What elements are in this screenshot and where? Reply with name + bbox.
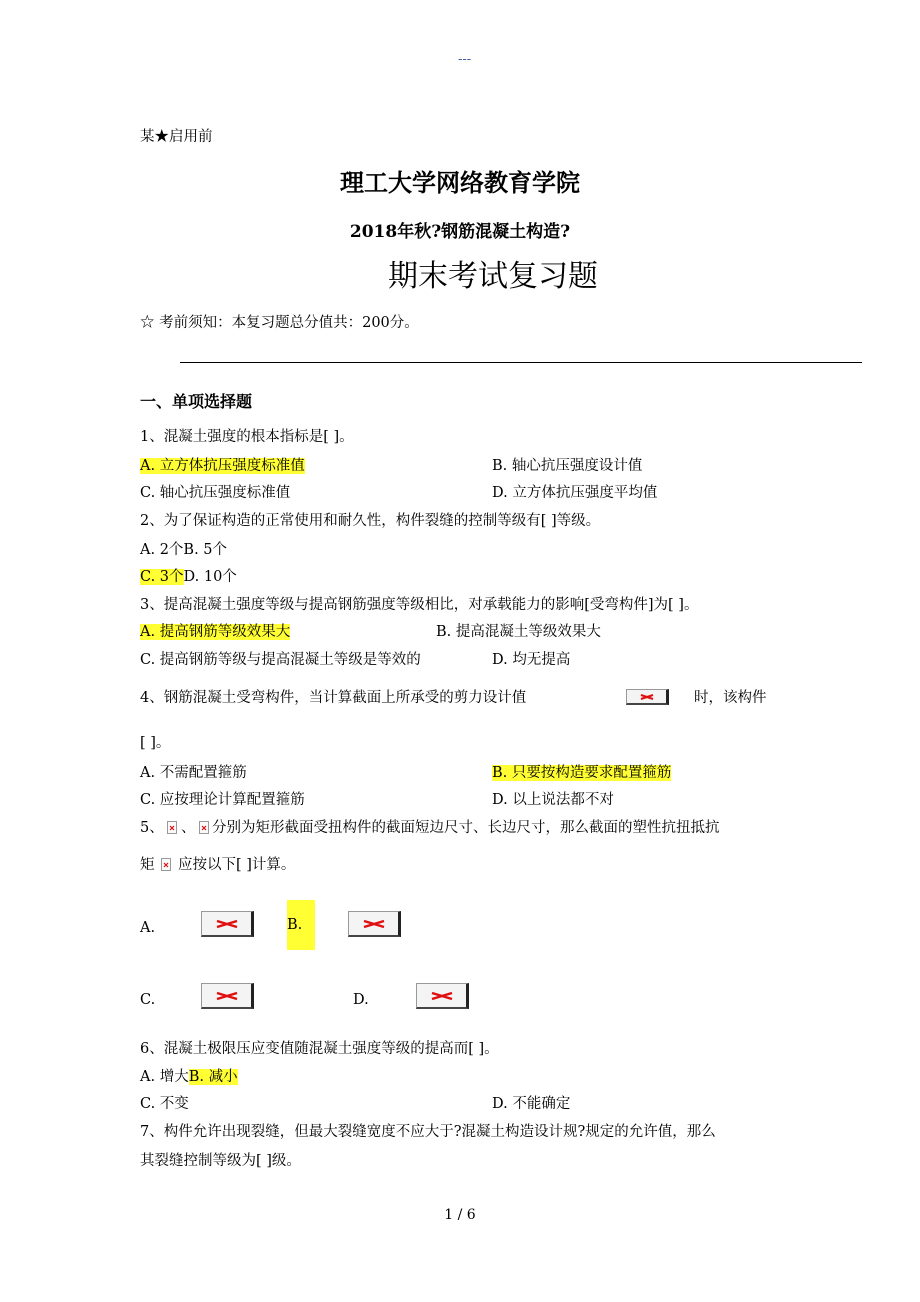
q2-option-d: D. 10个 [183, 569, 237, 585]
q3-option-c: C. 提高钢筋等级与提高混凝土等级是等效的 [140, 652, 421, 668]
q1-option-c: C. 轴心抗压强度标准值 [140, 485, 291, 501]
divider [180, 362, 862, 363]
q5-line2-pre: 矩 [140, 857, 155, 873]
q5-option-c: C. [140, 992, 156, 1008]
section-title: 一、单项选择题 [140, 392, 253, 411]
q3-option-a: A. 提高钢筋等级效果大 [140, 624, 291, 640]
q6-option-d: D. 不能确定 [492, 1096, 571, 1112]
q6-option-c: C. 不变 [140, 1096, 189, 1112]
q4-option-a: A. 不需配置箍筋 [140, 765, 247, 781]
q2-stem: 2、为了保证构造的正常使用和耐久性，构件裂缝的控制等级有[ ]等级。 [140, 513, 601, 529]
exam-notice: ☆ 考前须知：本复习题总分值共：200分。 [140, 315, 419, 331]
q5-sep: 、 [181, 820, 196, 836]
formula-image-icon [626, 689, 669, 705]
q1-option-a: A. 立方体抗压强度标准值 [140, 458, 305, 474]
q2-option-c: C. 3个 [140, 569, 184, 585]
q4-stem-tail: 时，该构件 [694, 690, 767, 706]
q5-option-b: B. [287, 900, 315, 950]
q4-bracket: [ ]。 [140, 735, 171, 751]
q5-stem: 分别为矩形截面受扭构件的截面短边尺寸、长边尺寸，那么截面的塑性抗扭抵抗 [212, 820, 720, 836]
q6-option-a: A. 增大 [140, 1069, 189, 1085]
q3-option-b: B. 提高混凝土等级效果大 [436, 624, 601, 640]
q5-option-a: A. [140, 920, 156, 936]
q1-option-d: D. 立方体抗压强度平均值 [492, 485, 658, 501]
symbol-b-icon [167, 821, 177, 834]
header-mark: --- [458, 52, 472, 67]
q7-line1: 7、构件允许出现裂缝，但最大裂缝宽度不应大于?混凝土构造设计规?规定的允许值，那么 [140, 1124, 716, 1140]
q7-line2: 其裂缝控制等级为[ ]级。 [140, 1153, 301, 1169]
symbol-wt-icon [161, 858, 171, 871]
formula-c-icon [201, 983, 254, 1009]
q5-line2-post: 应按以下[ ]计算。 [178, 857, 296, 873]
q4-stem: 4、钢筋混凝土受弯构件，当计算截面上所承受的剪力设计值 [140, 690, 527, 706]
exam-title: 期末考试复习题 [388, 259, 598, 294]
page-number: 1 / 6 [444, 1207, 476, 1223]
course-title: 2018年秋?钢筋混凝土构造? [349, 222, 571, 242]
q1-option-b: B. 轴心抗压强度设计值 [492, 458, 643, 474]
q2-option-ab: A. 2个B. 5个 [140, 542, 228, 558]
q6-option-b: B. 减小 [188, 1069, 238, 1085]
q3-stem: 3、提高混凝土强度等级与提高钢筋强度等级相比，对承载能力的影响[受弯构件]为[ ]。 [140, 597, 699, 613]
q5-option-d: D. [353, 992, 369, 1008]
formula-b-icon [348, 911, 401, 937]
secret-label: 某★启用前 [140, 129, 213, 145]
q6-stem: 6、混凝土极限压应变值随混凝土强度等级的提高而[ ]。 [140, 1041, 499, 1057]
q5-number: 5、 [140, 820, 164, 836]
q4-option-d: D. 以上说法都不对 [492, 792, 614, 808]
q4-option-c: C. 应按理论计算配置箍筋 [140, 792, 305, 808]
school-title: 理工大学网络教育学院 [340, 168, 580, 197]
q4-option-b: B. 只要按构造要求配置箍筋 [492, 765, 672, 781]
symbol-h-icon [199, 821, 209, 834]
formula-a-icon [201, 911, 254, 937]
q3-option-d: D. 均无提高 [492, 652, 571, 668]
q1-stem: 1、混凝土强度的根本指标是[ ]。 [140, 429, 354, 445]
formula-d-icon [416, 983, 469, 1009]
